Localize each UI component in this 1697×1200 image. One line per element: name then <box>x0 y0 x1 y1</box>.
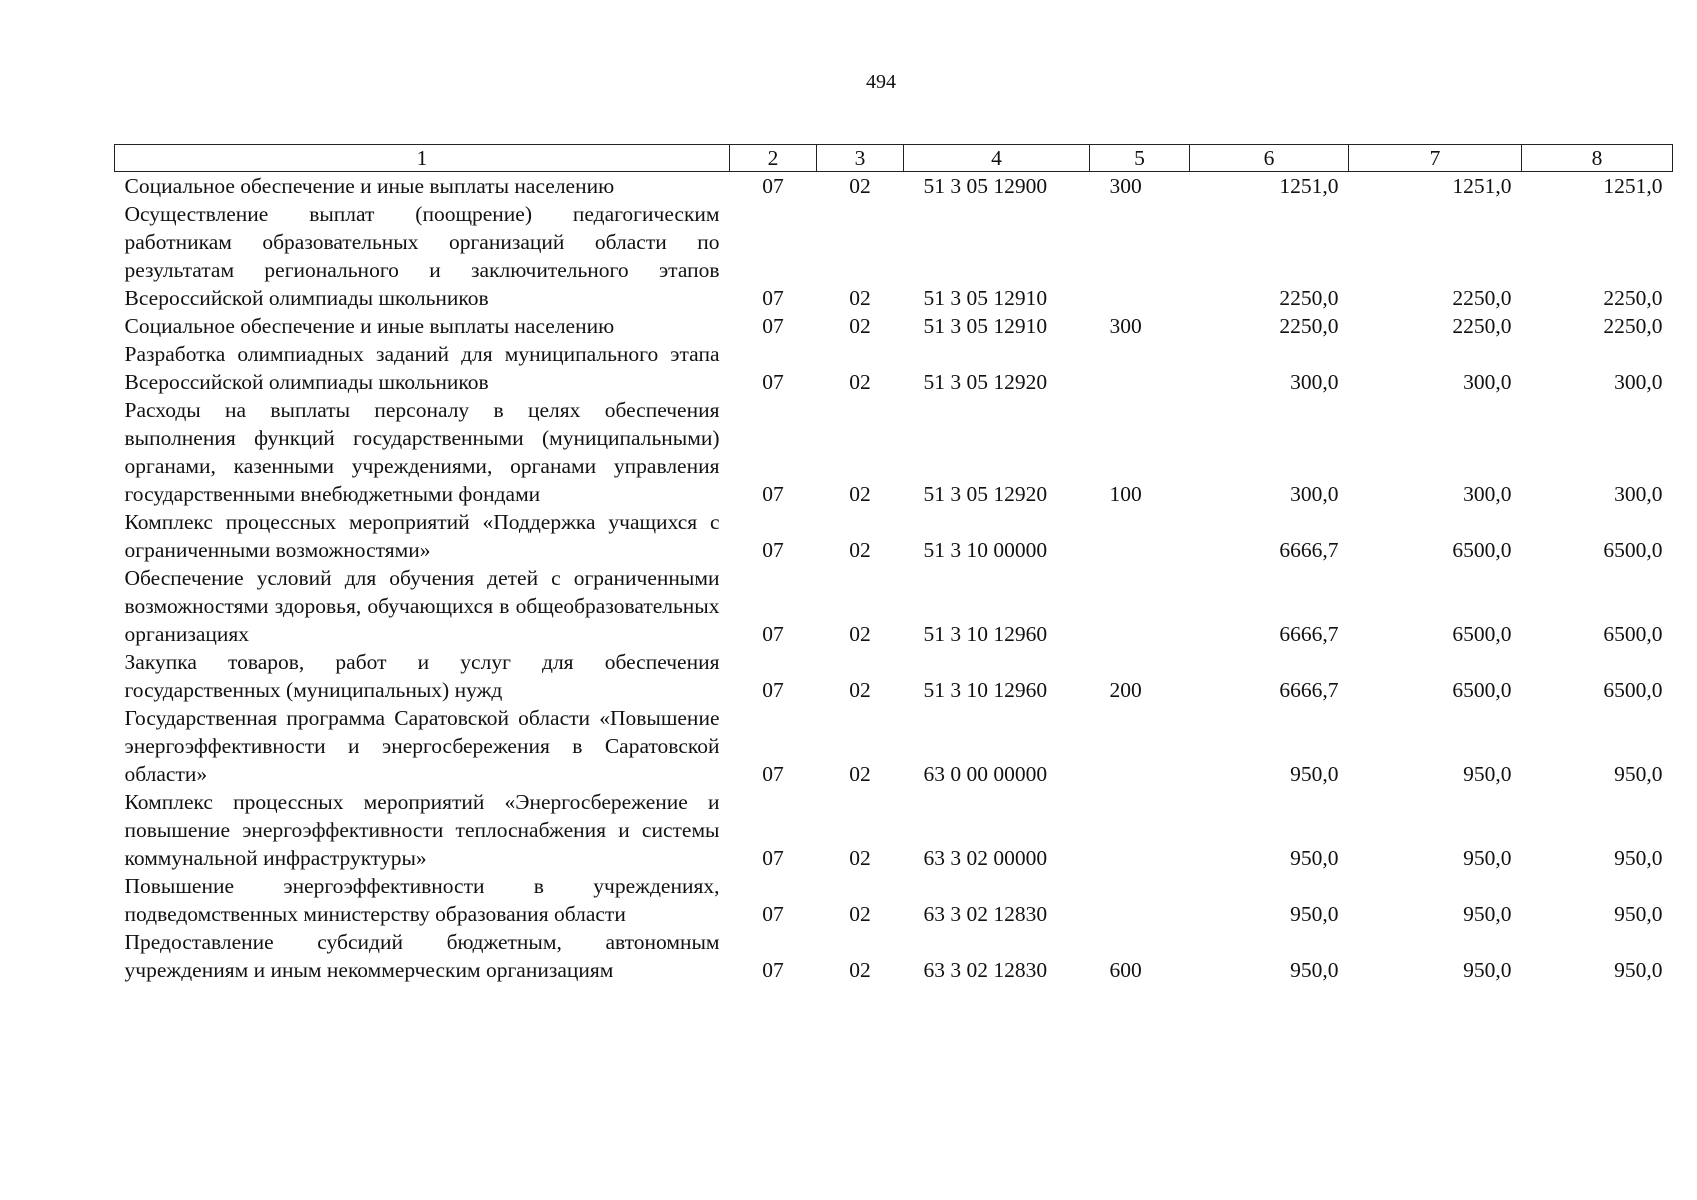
target-article-cell: 51 3 05 12920 <box>923 482 1048 506</box>
amount-col8-cell: 6500,0 <box>1603 622 1663 646</box>
table-row <box>115 312 1673 340</box>
expense-type-cell <box>1090 200 1190 312</box>
column-header: 8 <box>1522 145 1673 172</box>
row-name-cell: Социальное обеспечение и иные выплаты населению <box>124 314 615 338</box>
subsection-code-cell: 02 <box>849 902 871 926</box>
target-article-cell: 51 3 05 12910 <box>923 314 1048 338</box>
row-name-cell: Разработка олимпиадных заданий для муниципального этапа Всероссийской олимпиады школьников <box>124 342 720 394</box>
amount-col7-cell: 6500,0 <box>1452 538 1512 562</box>
section-code-cell: 07 <box>762 174 784 198</box>
table-row <box>115 704 1673 788</box>
subsection-code-cell: 02 <box>849 958 871 982</box>
amount-col7-cell: 1251,0 <box>1452 174 1512 198</box>
expense-type-cell <box>1090 564 1190 648</box>
amount-col7-cell: 2250,0 <box>1452 314 1512 338</box>
amount-col8-cell: 950,0 <box>1614 846 1663 870</box>
expense-type-cell: 600 <box>1109 958 1142 982</box>
row-name-cell: Повышение энергоэффективности в учреждениях, подведомственных министерству образования области <box>124 874 720 926</box>
amount-col8-cell: 950,0 <box>1614 902 1663 926</box>
amount-col7-cell: 950,0 <box>1463 846 1512 870</box>
table-row <box>115 200 1673 312</box>
target-article-cell: 51 3 10 12960 <box>923 678 1048 702</box>
table-header-row <box>115 145 1673 172</box>
amount-col6-cell: 950,0 <box>1290 958 1339 982</box>
amount-col8-cell: 2250,0 <box>1603 286 1663 310</box>
subsection-code-cell: 02 <box>849 762 871 786</box>
column-header: 4 <box>904 145 1090 172</box>
subsection-code-cell: 02 <box>849 622 871 646</box>
amount-col8-cell: 950,0 <box>1614 762 1663 786</box>
expense-type-cell <box>1090 788 1190 872</box>
subsection-code-cell: 02 <box>849 482 871 506</box>
amount-col8-cell: 300,0 <box>1614 482 1663 506</box>
target-article-cell: 63 3 02 12830 <box>923 958 1048 982</box>
section-code-cell: 07 <box>762 846 784 870</box>
expense-type-cell <box>1090 340 1190 396</box>
target-article-cell: 51 3 10 00000 <box>923 538 1048 562</box>
amount-col8-cell: 300,0 <box>1614 370 1663 394</box>
column-header: 6 <box>1190 145 1349 172</box>
table-row <box>115 788 1673 872</box>
expense-type-cell: 300 <box>1109 174 1142 198</box>
table-row <box>115 172 1673 201</box>
expense-type-cell: 200 <box>1109 678 1142 702</box>
amount-col6-cell: 2250,0 <box>1279 286 1339 310</box>
target-article-cell: 51 3 10 12960 <box>923 622 1048 646</box>
amount-col8-cell: 1251,0 <box>1603 174 1663 198</box>
row-name-cell: Обеспечение условий для обучения детей с ограниченными возможностями здоровья, обучающихся в общеобразовательных организациях <box>124 566 720 646</box>
amount-col7-cell: 300,0 <box>1463 482 1512 506</box>
row-name-cell: Социальное обеспечение и иные выплаты населению <box>124 174 615 198</box>
amount-col6-cell: 2250,0 <box>1279 314 1339 338</box>
column-header: 1 <box>115 145 730 172</box>
section-code-cell: 07 <box>762 482 784 506</box>
expense-type-cell <box>1090 508 1190 564</box>
amount-col6-cell: 6666,7 <box>1279 538 1339 562</box>
table-row <box>115 396 1673 508</box>
amount-col7-cell: 6500,0 <box>1452 622 1512 646</box>
table-row <box>115 928 1673 984</box>
row-name-cell: Расходы на выплаты персоналу в целях обеспечения выполнения функций государственными (муниципальными) органами, казенными учреждениями, органами управления государственными внебюджетными фондами <box>124 398 720 506</box>
target-article-cell: 63 3 02 12830 <box>923 902 1048 926</box>
target-article-cell: 63 0 00 00000 <box>923 762 1048 786</box>
subsection-code-cell: 02 <box>849 314 871 338</box>
amount-col7-cell: 950,0 <box>1463 902 1512 926</box>
subsection-code-cell: 02 <box>849 286 871 310</box>
amount-col6-cell: 300,0 <box>1290 482 1339 506</box>
section-code-cell: 07 <box>762 762 784 786</box>
expense-type-cell <box>1090 872 1190 928</box>
row-name-cell: Государственная программа Саратовской области «Повышение энергоэффективности и энергосбережения в Саратовской области» <box>124 706 720 786</box>
section-code-cell: 07 <box>762 902 784 926</box>
section-code-cell: 07 <box>762 314 784 338</box>
row-name-cell: Закупка товаров, работ и услуг для обеспечения государственных (муниципальных) нужд <box>124 650 720 702</box>
target-article-cell: 63 3 02 00000 <box>923 846 1048 870</box>
row-name-cell: Осуществление выплат (поощрение) педагогическим работникам образовательных организаций области по результатам регионального и заключительного этапов Всероссийской олимпиады школьников <box>124 202 720 310</box>
table-body <box>115 172 1673 985</box>
page-number: 494 <box>866 71 896 93</box>
row-name-cell: Комплекс процессных мероприятий «Энергосбережение и повышение энергоэффективности теплоснабжения и системы коммунальной инфраструктуры» <box>124 790 720 870</box>
table-row <box>115 648 1673 704</box>
budget-table <box>114 144 1673 984</box>
table-row <box>115 872 1673 928</box>
amount-col6-cell: 950,0 <box>1290 846 1339 870</box>
amount-col8-cell: 6500,0 <box>1603 678 1663 702</box>
target-article-cell: 51 3 05 12910 <box>923 286 1048 310</box>
amount-col8-cell: 2250,0 <box>1603 314 1663 338</box>
column-header: 3 <box>817 145 904 172</box>
amount-col6-cell: 950,0 <box>1290 762 1339 786</box>
amount-col6-cell: 6666,7 <box>1279 622 1339 646</box>
amount-col7-cell: 950,0 <box>1463 958 1512 982</box>
section-code-cell: 07 <box>762 958 784 982</box>
amount-col7-cell: 2250,0 <box>1452 286 1512 310</box>
subsection-code-cell: 02 <box>849 174 871 198</box>
amount-col8-cell: 6500,0 <box>1603 538 1663 562</box>
table-row <box>115 564 1673 648</box>
subsection-code-cell: 02 <box>849 370 871 394</box>
section-code-cell: 07 <box>762 678 784 702</box>
subsection-code-cell: 02 <box>849 538 871 562</box>
section-code-cell: 07 <box>762 538 784 562</box>
amount-col6-cell: 950,0 <box>1290 902 1339 926</box>
subsection-code-cell: 02 <box>849 678 871 702</box>
amount-col6-cell: 300,0 <box>1290 370 1339 394</box>
amount-col7-cell: 300,0 <box>1463 370 1512 394</box>
target-article-cell: 51 3 05 12920 <box>923 370 1048 394</box>
table-row <box>115 340 1673 396</box>
subsection-code-cell: 02 <box>849 846 871 870</box>
section-code-cell: 07 <box>762 370 784 394</box>
row-name-cell: Комплекс процессных мероприятий «Поддержка учащихся с ограниченными возможностями» <box>124 510 720 562</box>
amount-col6-cell: 6666,7 <box>1279 678 1339 702</box>
amount-col7-cell: 950,0 <box>1463 762 1512 786</box>
expense-type-cell: 100 <box>1109 482 1142 506</box>
expense-type-cell <box>1090 704 1190 788</box>
amount-col6-cell: 1251,0 <box>1279 174 1339 198</box>
amount-col8-cell: 950,0 <box>1614 958 1663 982</box>
target-article-cell: 51 3 05 12900 <box>923 174 1048 198</box>
section-code-cell: 07 <box>762 622 784 646</box>
column-header: 2 <box>730 145 817 172</box>
section-code-cell: 07 <box>762 286 784 310</box>
table-row <box>115 508 1673 564</box>
column-header: 5 <box>1090 145 1190 172</box>
row-name-cell: Предоставление субсидий бюджетным, автономным учреждениям и иным некоммерческим организациям <box>124 930 720 982</box>
amount-col7-cell: 6500,0 <box>1452 678 1512 702</box>
column-header: 7 <box>1349 145 1522 172</box>
expense-type-cell: 300 <box>1109 314 1142 338</box>
